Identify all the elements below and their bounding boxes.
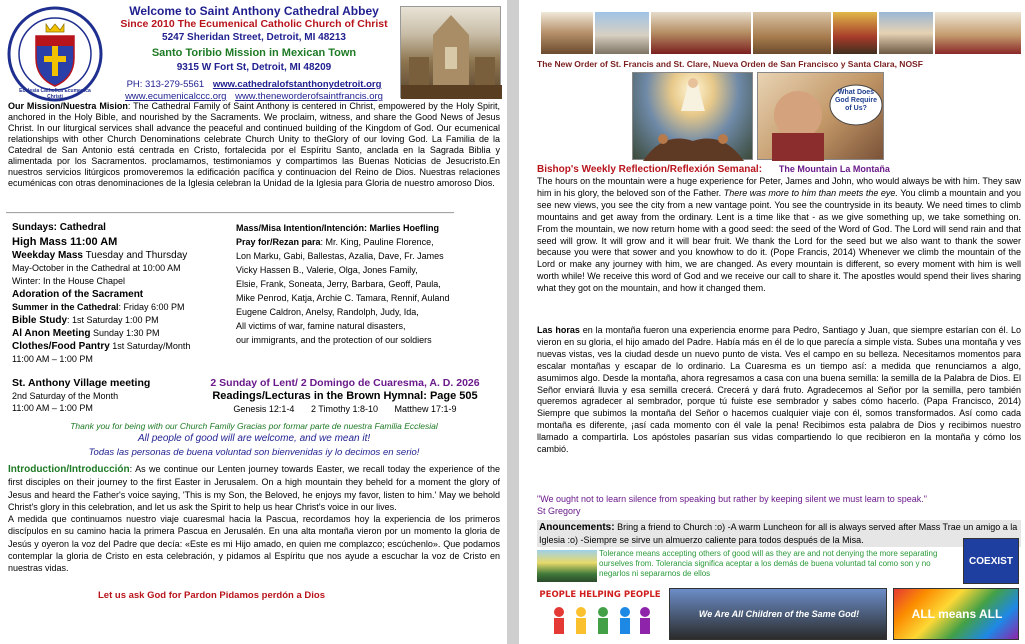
mass-intention bbox=[236, 221, 502, 347]
cathedral-photo bbox=[400, 6, 501, 98]
intro-label: Introduction/Introducción bbox=[8, 464, 130, 475]
prayer-name-line: our immigrants, and the protection of our soldiers bbox=[236, 335, 432, 345]
announcements-label: Anouncements: bbox=[539, 522, 615, 533]
prayer-name-line: Eugene Caldron, Anelsy, Randolph, Judy, Ida, bbox=[236, 307, 419, 317]
children-of-god-banner bbox=[669, 588, 887, 640]
quote-text: "We ought not to learn silence from speaking but rather by keeping silent we must learn to speak." bbox=[537, 494, 927, 504]
reflection-english bbox=[537, 176, 1021, 295]
order-caption: The New Order of St. Francis and St. Clare, Nueva Orden de San Francisco y Santa Clara, NOSF bbox=[537, 59, 923, 69]
winter-location: Winter: In the House Chapel bbox=[12, 276, 126, 286]
phone-number: PH: 313-279-5561 bbox=[126, 79, 205, 90]
reflection-en-part2: You climb a mountain and you see new views, you see the city from a new vantage point. You see the countryside in its beauty. We need times to climb mountains and get away from the ordinary. Lent is a time like that - as we give something up, we take something on. From the mountain, we now return home with a good seed: the seed of the Word of God. The Lord will send rain and that seed will grow. It will grow and it will bear fruit. We thank the Lord for the seed but we also want to thank the sower because you were that sower and you knowhow to do it. (Pope Francis, 2014) Whenever we climb the mountain of the Lord or make any journey with him, we are changed. As every mountain is different, so every moment with him is well worth while! We receive this word of God and we receive our call to share it. The apostles would spend their lives sharing what they got on the mountain, and how it changed them. bbox=[537, 187, 1021, 294]
since-line: Since 2010 The Ecumenical Catholic Church of Christ bbox=[120, 18, 388, 30]
intention-header: Mass/Misa Intention/Intención: Marlies Hoefling bbox=[236, 223, 440, 233]
village-day: 2nd Saturday of the Month bbox=[12, 391, 119, 401]
reflection-en-part1: The hours on the mountain were a huge experience for Peter, James and John, who would always be with him. They saw him in his glory, the beloved son of the Father. bbox=[537, 176, 1021, 198]
pardon-line: Let us ask God for Pardon Pidamos perdón a Dios bbox=[98, 590, 325, 601]
reading-3: Matthew 17:1-9 bbox=[394, 404, 457, 414]
pantry-time: 11:00 AM – 1:00 PM bbox=[12, 354, 93, 364]
what-does-god-require-poster bbox=[757, 72, 884, 160]
reflection-es-label: Las horas bbox=[537, 325, 580, 335]
website-ecumenical-link[interactable]: www.ecumenicalccc.org bbox=[125, 91, 227, 102]
all-means-all-text: ALL means ALL bbox=[911, 607, 1003, 621]
alanon-time: Sunday 1:30 PM bbox=[90, 328, 160, 338]
intro-text-en: : As we continue our Lenten journey towards Easter, we recall today the experience of the first disciples on their journey to the first Easter in Jerusalem. On a high mountain they beheld for a moment the glory of Jesus and heard the Father's voice saying, 'This is my Son, the Beloved, he enjoys my favor, listen to him.' May we behold Christ's glory in this celebration, and let us ask the Spirit to help us hear Christ's voice in our lives. bbox=[8, 464, 500, 512]
welcome-block bbox=[4, 420, 504, 459]
photo-altar bbox=[651, 12, 751, 54]
all-means-all-banner bbox=[893, 588, 1019, 640]
photo-congregation bbox=[753, 12, 831, 54]
pantry-label: Clothes/Food Pantry bbox=[12, 341, 110, 352]
cathedral-address: 5247 Sheridan Street, Detroit, MI 48213 bbox=[162, 32, 346, 43]
church-seal-icon bbox=[6, 6, 104, 102]
reading-1: Genesis 12:1-4 bbox=[233, 404, 295, 414]
people-helping-people-banner bbox=[537, 588, 663, 640]
photo-saint bbox=[833, 12, 877, 54]
reflection-spanish bbox=[537, 325, 1021, 456]
sunday-title: 2 Sunday of Lent/ 2 Domingo de Cuaresma, A. D. 2026 bbox=[210, 377, 480, 389]
tolerance-text: Tolerance means accepting others of good will as they are and not denying the more separating ourselves from. Tolerancia significa aceptar a los demás de buena voluntad tal como son y no negarlos ni separarnos de ellos bbox=[599, 549, 938, 578]
may-october-time: May-October in the Cathedral at 10:00 AM bbox=[12, 263, 181, 273]
welcome-en: All people of good will are welcome, and we mean it! bbox=[137, 433, 371, 444]
right-page bbox=[519, 0, 1025, 644]
weekday-mass-label: Weekday Mass bbox=[12, 250, 83, 261]
village-label: St. Anthony Village meeting bbox=[12, 377, 151, 389]
bible-study-label: Bible Study bbox=[12, 315, 68, 326]
transfiguration-painting bbox=[632, 72, 753, 160]
reflection-header: Bishop's Weekly Reflection/Reflexión Semanal: The Mountain La Montaña bbox=[537, 164, 890, 175]
announcements bbox=[537, 520, 1021, 547]
bible-study-time: : 1st Saturday 1:00 PM bbox=[67, 315, 159, 325]
introduction bbox=[8, 463, 500, 575]
website-neworder-link[interactable]: www.theneworderofsaintfrancis.org bbox=[235, 91, 383, 102]
adoration-label: Adoration of the Sacrament bbox=[12, 289, 144, 300]
intro-text-es: A medida que continuamos nuestro viaje cuaresmal hacia la Pascua, recordamos hoy la experiencia de los primeros discípulos en su camino hacia la primera Pascua en Jerusalén. En una alta montaña vieron por un momento la gloria de Jesús y oyeron la voz del Padre que decía: «Este es mi Hijo amado, en quien me complazco; escúchenlo». Que podamos contemplar la gloria de Cristo en esta celebración, y pidamos al Espíritu que nos ayude a escuchar la voz de Cristo en nuestras vidas. bbox=[8, 514, 500, 574]
summer-label: Summer in the Cathedral bbox=[12, 302, 119, 312]
section-divider: ———————————————————————————————————————————————————————— bbox=[6, 209, 454, 217]
mission-label: Our Mission/Nuestra Mision bbox=[8, 101, 128, 111]
mission-text-en: : The Cathedral Family of Saint Anthony is centered in Christ, empowered by the Holy Spirit, anchored in the Holy Bible, and nourished by the Sacraments. We proclaim, witness, and share the Good News of Jesus Christ. In our liturgical services shall advance the peaceful and continued building of the Kingdom of God. Our ecumenical relationships with other Church Denominations celebrate Church Unity to theGlory of our loving God. bbox=[8, 101, 500, 144]
reflection-en-italic: There was more to him than meets the eye. bbox=[723, 187, 898, 198]
prayer-name-line: Vicky Hassen B., Valerie, Olga, Jones Family, bbox=[236, 265, 418, 275]
photo-nave bbox=[935, 12, 1021, 54]
prayer-name-line: Mike Penrod, Katja, Archie C. Tamara, Rennif, Auland bbox=[236, 293, 450, 303]
reflection-es-text: en la montaña fueron una experiencia enorme para Pedro, Santiago y Juan, que siempre estarían con él. Lo vieron en su gloria, el hijo amado del Padre. Había más en él de lo que parecía a simple vista. Subes una montaña y ves nuevas vistas, ves la ciudad desde un nuevo punto de vista. Ves el campo en su belleza. Necesitamos momentos para escalar montañas y escapar de lo ordinario. La Cuaresma es un tiempo así: a medida que renunciamos a algo, asumimos algo. Desde la montaña, ahora regresamos a casa con una buena semilla: la semilla de la Palabra de Dios. El Señor enviará lluvia y esa semilla crecerá. Crecerá y dará fruto. Agradecemos al Señor por la semilla, pero también queremos agradecer al sembrador, porque tú fuiste ese sembrador y sabes cómo hacerlo. (Papa Francisco, 2014) Siempre que subimos la montaña del Señor o hacemos cualquier viaje con él, somos transformados. Así como cada montaña es diferente, ¡así cada momento con él vale la pena! Recibimos esta palabra de Dios y recibimos nuestro llamado a compartirla. Los apóstoles pasarían sus vidas compartiendo lo que recibieron en la montaña y cómo los cambió. bbox=[537, 325, 1021, 455]
page-gutter bbox=[507, 0, 519, 644]
seal-text: Ecclesia Catholica Ecumenica Christi bbox=[19, 88, 91, 100]
helping-text: PEOPLE HELPING PEOPLE bbox=[539, 590, 661, 600]
village-time: 11:00 AM – 1:00 PM bbox=[12, 403, 93, 413]
mission-statement bbox=[8, 101, 500, 189]
prayer-name-line: All victims of war, famine natural disasters, bbox=[236, 321, 406, 331]
quote-author: St Gregory bbox=[537, 506, 581, 516]
photo-clergy bbox=[879, 12, 933, 54]
welcome-title: Welcome to Saint Anthony Cathedral Abbey bbox=[129, 4, 379, 18]
photo-church-exterior bbox=[595, 12, 649, 54]
reflection-title: Bishop's Weekly Reflection/Reflexión Semanal bbox=[537, 164, 759, 175]
poster-text: What Does God Require of Us? bbox=[834, 89, 877, 112]
summer-time: : Friday 6:00 PM bbox=[118, 302, 185, 312]
website-cathedral-link[interactable]: www.cathedralofstanthonydetroit.org bbox=[212, 79, 382, 90]
alanon-label: Al Anon Meeting bbox=[12, 328, 91, 339]
children-text: We Are All Children of the Same God! bbox=[698, 609, 860, 619]
reading-2: 2 Timothy 1:8-10 bbox=[310, 404, 379, 414]
high-mass: High Mass 11:00 AM bbox=[12, 236, 118, 248]
mission-name: Santo Toribio Mission in Mexican Town bbox=[151, 47, 357, 59]
photo-strip bbox=[541, 12, 1021, 54]
welcome-es: Todas las personas de buena voluntad son bienvenidas iy lo decimos en serio! bbox=[88, 447, 420, 458]
mission-text-es: La Familia de la Catedral de San Antonio está centrada en Cristo, fortalecida por el Espíritu Santo, anclada en la Sagrada Biblia y alimentada por los Sacramentos. proclamamos, testimoniamos y compartimos las Buenas Noticias de Jesucristo.En nuestros servicios litúrgicos promoveremos la edificación pacífica y continuacion del Reino de Dios. Nuestras relaciones ecuménicas con otras denominaciones de la Iglesia celebran la Unidad de la Iglesia para Gloria de nuestro amoroso Dios. bbox=[8, 134, 500, 188]
coexist-text: COEXIST bbox=[969, 555, 1013, 567]
reflection-subtitle: The Mountain La Montaña bbox=[778, 164, 890, 174]
photo-cathedral-interior bbox=[541, 12, 593, 54]
sunday-readings bbox=[186, 377, 504, 416]
announcements-text: Bring a friend to Church :o) -A warm Luncheon for all is always served after Mass Trae un amigo a la Iglesia :o) -Siempre se sirve un almuerzo caliente para todos después de la Misa. bbox=[539, 522, 1018, 545]
weekday-mass-days: Tuesday and Thursday bbox=[82, 250, 188, 261]
abbey-header bbox=[110, 4, 398, 103]
left-page bbox=[0, 0, 507, 644]
readings-title: Readings/Lecturas in the Brown Hymnal: Page 505 bbox=[212, 390, 478, 402]
quote-block bbox=[537, 493, 1021, 517]
coexist-logo bbox=[963, 538, 1019, 584]
prayer-name-line: Lon Marku, Gabi, Ballestas, Azalia, Dave, Fr. James bbox=[236, 251, 444, 261]
thanks-line: Thank you for being with our Church Family Gracias por formar parte de nuestra Familia Ecclesial bbox=[70, 421, 438, 431]
village-meeting bbox=[12, 377, 187, 414]
prayer-name-line: : Mr. King, Pauline Florence, bbox=[320, 237, 434, 247]
tolerance-photo bbox=[537, 550, 597, 582]
mission-address: 9315 W Fort St, Detroit, MI 48209 bbox=[176, 62, 332, 73]
pray-for-label: Pray for/Rezan para bbox=[236, 237, 321, 247]
schedule bbox=[12, 221, 232, 366]
sundays-label: Sundays: Cathedral bbox=[12, 222, 106, 233]
prayer-name-line: Elsie, Frank, Soneata, Jerry, Barbara, Geoff, Paula, bbox=[236, 279, 441, 289]
pantry-days: 1st Saturday/Month bbox=[109, 341, 191, 351]
